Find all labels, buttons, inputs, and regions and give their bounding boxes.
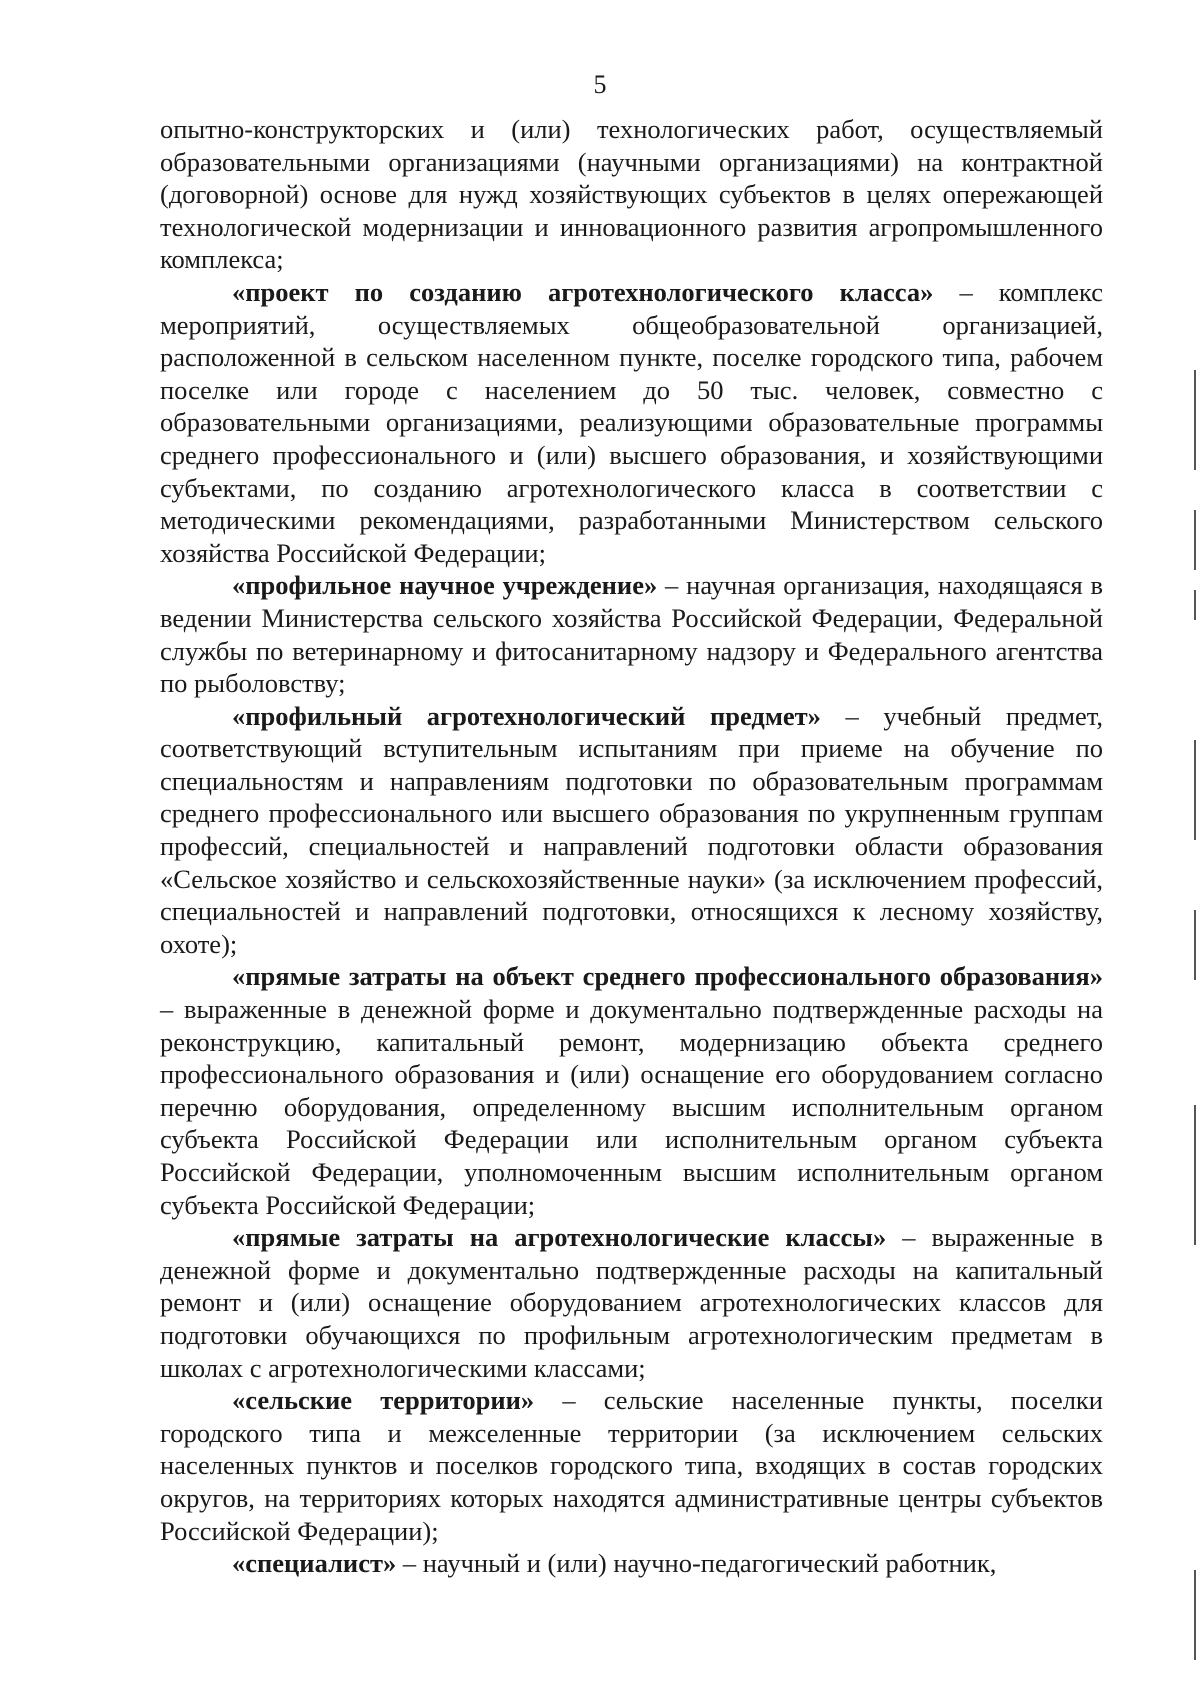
scan-artifact bbox=[1194, 590, 1196, 620]
definition-text: – выраженные в денежной форме и документально подтвержденные расходы на капитальный ремонт и (или) оснащение оборудованием агротехнологических классов для подготовки обучающихся по профильным агротехнологическим предметам в школах с агротехнологическими классами; bbox=[160, 1222, 1103, 1383]
page-number: 5 bbox=[593, 70, 607, 99]
defined-term: «прямые затраты на объект среднего профессионального образования» bbox=[232, 961, 1103, 992]
definition-paragraph-direct-costs-agrotech-classes bbox=[160, 1221, 1103, 1384]
definition-text: – научный и (или) научно-педагогический работник, bbox=[396, 1548, 997, 1579]
paragraph-continuation bbox=[160, 113, 1103, 276]
definition-paragraph-agrotech-class-project bbox=[160, 276, 1103, 569]
scan-artifact bbox=[1194, 370, 1196, 470]
defined-term: «прямые затраты на агротехнологические классы» bbox=[232, 1222, 887, 1253]
defined-term: «профильное научное учреждение» bbox=[232, 570, 658, 601]
scan-artifact bbox=[1194, 740, 1196, 840]
definition-paragraph-rural-territories bbox=[160, 1384, 1103, 1547]
scan-artifact bbox=[1194, 510, 1196, 570]
definition-paragraph-profile-science-institution bbox=[160, 569, 1103, 699]
scan-artifact bbox=[1194, 1105, 1196, 1245]
definition-paragraph-direct-costs-vocational bbox=[160, 960, 1103, 1221]
definition-text: – научная организация, находящаяся в ведении Министерства сельского хозяйства Российской Федерации, Федеральной службы по ветеринарному и фитосанитарному надзору и Федерального агентства по рыболовству; bbox=[160, 570, 1104, 699]
definition-paragraph-specialist bbox=[160, 1547, 1103, 1580]
definition-paragraph-profile-agrotech-subject bbox=[160, 700, 1103, 961]
scan-artifact bbox=[1194, 910, 1196, 980]
scan-artifact bbox=[1194, 1570, 1196, 1660]
definition-text: – комплекс мероприятий, осуществляемых общеобразовательной организацией, расположенной в сельском населенном пункте, поселке городского типа, рабочем поселке или городе с населением до 50 тыс. человек, совместно с образовательными организациями, реализующими образовательные программы среднего профессионального и (или) высшего образования, и хозяйствующими субъектами, по созданию агротехнологического класса в соответствии с методическими рекомендациями, разработанными Министерством сельского хозяйства Российской Федерации; bbox=[160, 276, 1103, 568]
paragraph-text: опытно-конструкторских и (или) технологических работ, осуществляемый образовательными организациями (научными организациями) на контрактной (договорной) основе для нужд хозяйствующих субъектов в целях опережающей технологической модернизации и инновационного развития агропромышленного комплекса; bbox=[160, 114, 1103, 275]
document-body bbox=[160, 113, 1103, 1580]
definition-text: – сельские населенные пункты, поселки городского типа и межселенные территории (за исключением сельских населенных пунктов и поселков городского типа, входящих в состав городских округов, на территориях которых находятся административные центры субъектов Российской Федерации); bbox=[160, 1385, 1103, 1546]
defined-term: «специалист» bbox=[232, 1548, 397, 1579]
definition-text: – выраженные в денежной форме и документально подтвержденные расходы на реконструкцию, капитальный ремонт, модернизацию объекта среднего профессионального образования и (или) оснащение его оборудованием согласно перечню оборудования, определенному высшим исполнительным органом субъекта Российской Федерации или исполнительным органом субъекта Российской Федерации, уполномоченным высшим исполнительным органом субъекта Российской Федерации; bbox=[160, 994, 1103, 1220]
definition-text: – учебный предмет, соответствующий вступительным испытаниям при приеме на обучение по специальностям и направлениям подготовки по образовательным программам среднего профессионального или высшего образования по укрупненным группам профессий, специальностей и направлений подготовки области образования «Сельское хозяйство и сельскохозяйственные науки» (за исключением профессий, специальностей и направлений подготовки, относящихся к лесному хозяйству, охоте); bbox=[160, 700, 1104, 959]
defined-term: «проект по созданию агротехнологического класса» bbox=[232, 276, 934, 307]
defined-term: «профильный агротехнологический предмет» bbox=[232, 700, 821, 731]
defined-term: «сельские территории» bbox=[232, 1385, 535, 1416]
